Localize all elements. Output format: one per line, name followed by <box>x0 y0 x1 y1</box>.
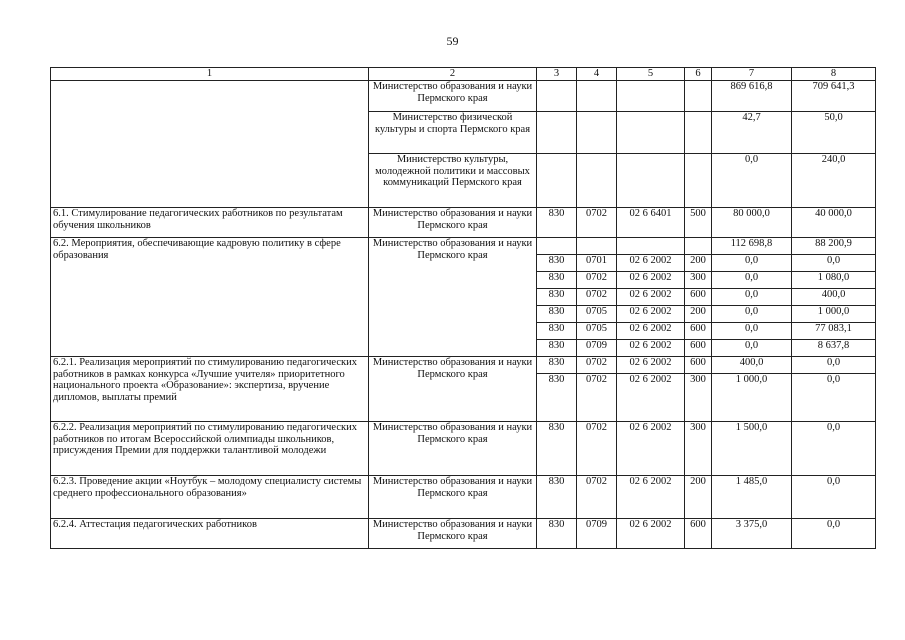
cell-c3: 830 <box>537 422 577 476</box>
cell-c6 <box>685 112 712 154</box>
cell-c8: 50,0 <box>792 112 876 154</box>
table-row <box>51 476 876 519</box>
cell-c8: 1 000,0 <box>792 306 876 323</box>
cell-c8: 400,0 <box>792 289 876 306</box>
cell-c7: 112 698,8 <box>712 238 792 255</box>
cell-c7: 1 500,0 <box>712 422 792 476</box>
org-cell: Министерство образования и науки Пермского края <box>369 208 537 238</box>
cell-c8: 709 641,3 <box>792 81 876 112</box>
program-name-cell: 6.2. Мероприятия, обеспечивающие кадровую политику в сфере образования <box>51 238 369 357</box>
cell-c3: 830 <box>537 519 577 549</box>
cell-c8: 0,0 <box>792 374 876 422</box>
cell-c4: 0702 <box>577 289 617 306</box>
program-name-cell: 6.2.1. Реализация мероприятий по стимулированию педагогических работников в рамках конкурса «Лучшие учителя» приоритетного национального проекта «Образование»: экспертиза, вручение дипломов, выплаты премий <box>51 357 369 422</box>
cell-c7: 0,0 <box>712 289 792 306</box>
cell-c7: 0,0 <box>712 340 792 357</box>
org-cell: Министерство образования и науки Пермского края <box>369 81 537 112</box>
cell-c8: 40 000,0 <box>792 208 876 238</box>
cell-c3: 830 <box>537 208 577 238</box>
cell-c3: 830 <box>537 340 577 357</box>
cell-c7: 0,0 <box>712 154 792 208</box>
org-cell: Министерство образования и науки Пермского края <box>369 422 537 476</box>
cell-c8: 0,0 <box>792 476 876 519</box>
org-cell: Министерство образования и науки Пермского края <box>369 476 537 519</box>
cell-c8: 8 637,8 <box>792 340 876 357</box>
cell-c5: 02 6 2002 <box>617 306 685 323</box>
cell-c3: 830 <box>537 306 577 323</box>
org-cell: Министерство образования и науки Пермского края <box>369 519 537 549</box>
cell-c6: 200 <box>685 255 712 272</box>
cell-c7: 1 000,0 <box>712 374 792 422</box>
table-row <box>51 238 876 255</box>
cell-c7: 3 375,0 <box>712 519 792 549</box>
cell-c8: 0,0 <box>792 357 876 374</box>
cell-c4: 0705 <box>577 323 617 340</box>
cell-c5: 02 6 2002 <box>617 422 685 476</box>
cell-c6: 600 <box>685 323 712 340</box>
cell-c8: 0,0 <box>792 519 876 549</box>
cell-c5 <box>617 238 685 255</box>
cell-c5: 02 6 2002 <box>617 323 685 340</box>
cell-c6: 200 <box>685 476 712 519</box>
cell-c4: 0702 <box>577 374 617 422</box>
cell-c4 <box>577 81 617 112</box>
cell-c4: 0702 <box>577 422 617 476</box>
cell-c4: 0702 <box>577 208 617 238</box>
cell-c3 <box>537 238 577 255</box>
cell-c8: 0,0 <box>792 422 876 476</box>
program-name-cell <box>51 81 369 208</box>
header-cell: 8 <box>792 68 876 81</box>
program-name-cell: 6.2.2. Реализация мероприятий по стимулированию педагогических работников по итогам Всероссийской олимпиады школьников, присуждения Премии для поддержки талантливой молодежи <box>51 422 369 476</box>
table-row <box>51 422 876 476</box>
table-row <box>51 357 876 374</box>
cell-c6: 600 <box>685 289 712 306</box>
cell-c3: 830 <box>537 357 577 374</box>
cell-c5: 02 6 2002 <box>617 272 685 289</box>
cell-c7: 42,7 <box>712 112 792 154</box>
cell-c7: 400,0 <box>712 357 792 374</box>
cell-c5: 02 6 2002 <box>617 519 685 549</box>
page-number: 59 <box>446 34 459 48</box>
cell-c5: 02 6 2002 <box>617 374 685 422</box>
cell-c3 <box>537 154 577 208</box>
table-row <box>51 208 876 238</box>
cell-c6 <box>685 81 712 112</box>
cell-c6: 500 <box>685 208 712 238</box>
cell-c3: 830 <box>537 374 577 422</box>
header-cell: 1 <box>51 68 369 81</box>
program-name-cell: 6.1. Стимулирование педагогических работников по результатам обучения школьников <box>51 208 369 238</box>
table-row <box>51 81 876 112</box>
org-cell: Министерство образования и науки Пермского края <box>369 238 537 357</box>
header-cell: 2 <box>369 68 537 81</box>
cell-c6: 600 <box>685 519 712 549</box>
cell-c5 <box>617 81 685 112</box>
cell-c3: 830 <box>537 255 577 272</box>
cell-c7: 0,0 <box>712 306 792 323</box>
cell-c3: 830 <box>537 476 577 519</box>
budget-table <box>50 67 876 549</box>
cell-c3: 830 <box>537 289 577 306</box>
cell-c5 <box>617 154 685 208</box>
cell-c4: 0705 <box>577 306 617 323</box>
cell-c5 <box>617 112 685 154</box>
cell-c6: 300 <box>685 272 712 289</box>
header-cell: 7 <box>712 68 792 81</box>
cell-c6 <box>685 238 712 255</box>
cell-c6: 300 <box>685 422 712 476</box>
cell-c8: 240,0 <box>792 154 876 208</box>
program-name-cell: 6.2.4. Аттестация педагогических работников <box>51 519 369 549</box>
cell-c6 <box>685 154 712 208</box>
cell-c7: 1 485,0 <box>712 476 792 519</box>
cell-c5: 02 6 2002 <box>617 255 685 272</box>
org-cell: Министерство культуры, молодежной политики и массовых коммуникаций Пермского края <box>369 154 537 208</box>
cell-c7: 869 616,8 <box>712 81 792 112</box>
cell-c8: 77 083,1 <box>792 323 876 340</box>
cell-c5: 02 6 6401 <box>617 208 685 238</box>
cell-c6: 600 <box>685 357 712 374</box>
header-cell: 5 <box>617 68 685 81</box>
cell-c8: 0,0 <box>792 255 876 272</box>
cell-c3 <box>537 112 577 154</box>
cell-c6: 600 <box>685 340 712 357</box>
cell-c4: 0709 <box>577 519 617 549</box>
program-name-cell: 6.2.3. Проведение акции «Ноутбук – молодому специалисту системы среднего профессионального образования» <box>51 476 369 519</box>
cell-c3: 830 <box>537 323 577 340</box>
cell-c7: 0,0 <box>712 255 792 272</box>
org-cell: Министерство образования и науки Пермского края <box>369 357 537 422</box>
cell-c4: 0702 <box>577 476 617 519</box>
table-row <box>51 519 876 549</box>
cell-c4 <box>577 112 617 154</box>
cell-c3 <box>537 81 577 112</box>
header-cell: 4 <box>577 68 617 81</box>
header-row <box>51 68 876 81</box>
cell-c5: 02 6 2002 <box>617 340 685 357</box>
cell-c7: 80 000,0 <box>712 208 792 238</box>
cell-c5: 02 6 2002 <box>617 289 685 306</box>
cell-c7: 0,0 <box>712 323 792 340</box>
cell-c4: 0709 <box>577 340 617 357</box>
cell-c8: 1 080,0 <box>792 272 876 289</box>
cell-c4: 0701 <box>577 255 617 272</box>
org-cell: Министерство физической культуры и спорта Пермского края <box>369 112 537 154</box>
cell-c4 <box>577 238 617 255</box>
cell-c6: 300 <box>685 374 712 422</box>
header-cell: 3 <box>537 68 577 81</box>
header-cell: 6 <box>685 68 712 81</box>
cell-c6: 200 <box>685 306 712 323</box>
cell-c4: 0702 <box>577 272 617 289</box>
cell-c8: 88 200,9 <box>792 238 876 255</box>
cell-c5: 02 6 2002 <box>617 476 685 519</box>
cell-c3: 830 <box>537 272 577 289</box>
cell-c4 <box>577 154 617 208</box>
cell-c5: 02 6 2002 <box>617 357 685 374</box>
cell-c7: 0,0 <box>712 272 792 289</box>
cell-c4: 0702 <box>577 357 617 374</box>
